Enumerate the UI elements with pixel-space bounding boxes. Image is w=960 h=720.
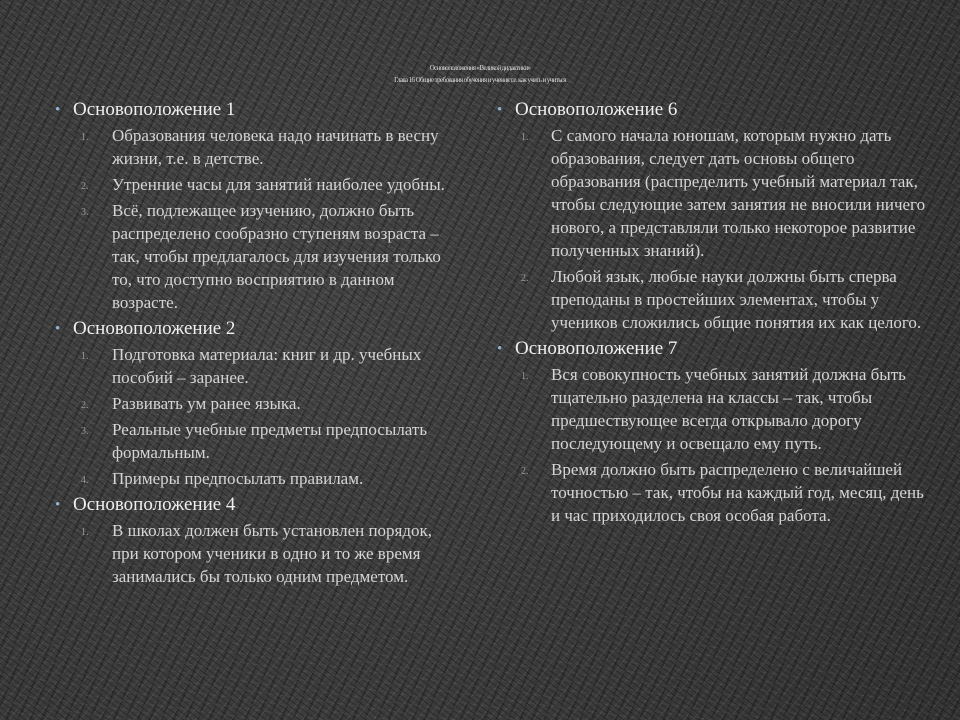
item-list: [55, 124, 460, 314]
section-heading: Основоположение 2: [73, 318, 236, 339]
item-text: Реальные учебные предметы предпосылать формальным.: [112, 420, 428, 462]
item-text: Время должно быть распределено с величайшей точностью – так, чтобы на каждый год, месяц, день и час приходилось своя особая работа.: [551, 460, 924, 525]
item-number: 3.: [81, 207, 89, 218]
item-list: [497, 124, 927, 334]
slide-title-line-2: Глава 16 Общие требования обучения и учения т.е. как учить и учиться: [394, 76, 566, 84]
section-heading: Основоположение 1: [73, 99, 236, 120]
item-list: [497, 363, 927, 527]
list-item: [497, 265, 927, 334]
list-item: [497, 363, 927, 455]
item-text: Примеры предпосылать правилам.: [112, 469, 364, 488]
item-text: Образования человека надо начинать в весну жизни, т.е. в детстве.: [112, 126, 439, 168]
item-text: Любой язык, любые науки должны быть сперва преподаны в простейших элементах, чтобы у учеников сложились общие понятия их как целого.: [551, 267, 922, 332]
item-text: Вся совокупность учебных занятий должна быть тщательно разделена на классы – так, чтобы предшествующее всегда открывало дорогу последующему и освещало ему путь.: [551, 365, 906, 453]
list-item: [497, 124, 927, 262]
list-item: [55, 418, 460, 464]
section-heading: Основоположение 6: [515, 99, 678, 120]
bullet-icon: •: [497, 102, 503, 118]
list-item: [55, 392, 460, 415]
right-column: [497, 98, 927, 530]
section-principle-7: [497, 337, 927, 527]
item-text: Утренние часы для занятий наиболее удобны.: [112, 175, 445, 194]
item-text: Подготовка материала: книг и др. учебных пособий – заранее.: [112, 345, 422, 387]
section-principle-4: [55, 493, 460, 588]
item-number: 1.: [81, 351, 89, 362]
section-principle-2: [55, 317, 460, 490]
item-text: В школах должен быть установлен порядок, при котором ученики в одно и то же время занимались бы только одним предметом.: [112, 521, 433, 586]
section-principle-6: [497, 98, 927, 334]
item-number: 1.: [521, 371, 529, 382]
item-number: 2.: [81, 181, 89, 192]
slide-title-line-1: Основоположения «Великой дидактики»: [429, 64, 531, 72]
list-item: [55, 343, 460, 389]
slide-title: [250, 62, 710, 86]
bullet-icon: •: [55, 497, 61, 513]
item-list: [55, 519, 460, 588]
item-number: 1.: [81, 132, 89, 143]
list-item: [55, 519, 460, 588]
item-number: 4.: [81, 475, 89, 486]
list-item: [55, 467, 460, 490]
item-number: 3.: [81, 426, 89, 437]
item-number: 1.: [81, 527, 89, 538]
item-number: 2.: [81, 400, 89, 411]
left-column: [55, 98, 460, 591]
list-item: [497, 458, 927, 527]
item-number: 2.: [521, 273, 529, 284]
item-list: [55, 343, 460, 490]
section-principle-1: [55, 98, 460, 314]
list-item: [55, 173, 460, 196]
bullet-icon: •: [55, 102, 61, 118]
item-text: С самого начала юношам, которым нужно дать образования, следует дать основы общего образования (распределить учебный материал так, чтобы следующие затем занятия не вносили ничего нового, а представляли только некоторое развитие полученных знаний).: [551, 126, 926, 260]
bullet-icon: •: [55, 321, 61, 337]
item-text: Всё, подлежащее изучению, должно быть распределено сообразно ступеням возраста – так, чтобы предлагалось для изучения только то, что доступно восприятию в данном возрасте.: [112, 201, 441, 312]
item-text: Развивать ум ранее языка.: [112, 394, 301, 413]
section-heading: Основоположение 4: [73, 494, 236, 515]
item-number: 1.: [521, 132, 529, 143]
bullet-icon: •: [497, 341, 503, 357]
section-heading: Основоположение 7: [515, 338, 678, 359]
list-item: [55, 124, 460, 170]
item-number: 2.: [521, 466, 529, 477]
list-item: [55, 199, 460, 314]
